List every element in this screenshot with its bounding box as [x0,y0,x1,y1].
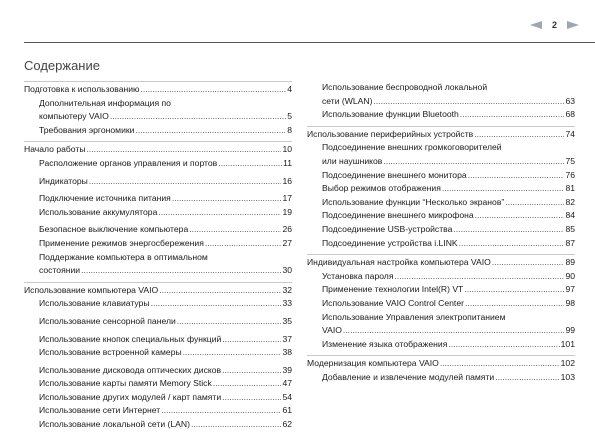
toc-entry[interactable] [24,157,292,171]
toc-entry-label-line1: Использование Управления электропитанием [322,311,506,322]
toc-entry-page: 101 [560,338,575,349]
toc-entry-page: 16 [282,175,292,186]
toc-entry-label: Применение технологии Intel(R) VT [322,284,464,295]
toc-entry-page: 85 [565,223,575,234]
toc-section [24,282,292,432]
toc-entry-page: 87 [565,237,575,248]
toc-entry[interactable] [307,209,575,223]
toc-entry-label: Начало работы [24,144,86,155]
toc-entry[interactable] [24,360,292,378]
toc-entry-page: 38 [282,347,292,358]
toc-entry[interactable] [307,223,575,237]
toc-entry-page: 26 [282,224,292,235]
toc-entry-label: Использование карты памяти Memory Stick [39,378,212,389]
toc-entry[interactable] [307,196,575,210]
toc-entry-label: сети (WLAN) [322,95,373,106]
toc-entry-label: Подсоединение устройства i.LINK [322,237,458,248]
toc-entry-page: 68 [565,109,575,120]
page-number: 2 [551,20,557,30]
toc-entry-label: Использование встроенной камеры [39,347,182,358]
toc-entry[interactable] [24,124,292,138]
toc-right-column [307,81,575,384]
toc-entry[interactable] [24,97,292,124]
toc-entry-label-line1: Использование беспроводной локальной [322,82,488,92]
toc-entry[interactable] [24,82,292,97]
page-navigation [530,20,579,30]
toc-entry-page: 32 [282,284,292,295]
toc-section [307,254,575,351]
toc-entry-page: 81 [565,183,575,194]
toc-entry[interactable] [307,141,575,168]
toc-entry-page: 61 [282,405,292,416]
toc-entry-label: Использование клавиатуры [39,298,150,309]
toc-entry-label: или наушников [322,155,383,166]
toc-entry[interactable] [24,206,292,220]
toc-section [307,355,575,384]
toc-entry[interactable] [307,182,575,196]
toc-entry[interactable] [307,283,575,297]
toc-entry[interactable] [307,169,575,183]
toc-entry-page: 103 [560,371,575,382]
toc-entry[interactable] [24,142,292,157]
toc-entry-page: 33 [282,298,292,309]
toc-entry-label: Использование локальной сети (LAN) [39,419,190,430]
toc-entry[interactable] [24,391,292,405]
toc-section [307,81,575,122]
toc-entry-label: Добавление и извлечение модулей памяти [322,371,495,382]
toc-entry-page: 11 [283,157,292,168]
toc-entry-label: Использование функции “Несколько экранов” [322,196,505,207]
toc-entry-page: 74 [565,128,575,139]
toc-entry[interactable] [24,311,292,329]
toc-entry-label: состоянии [39,265,81,276]
toc-entry[interactable] [24,237,292,251]
toc-entry-page: 98 [565,297,575,308]
toc-entry-page: 84 [565,210,575,221]
toc-left-column [24,81,292,432]
toc-entry-page: 76 [565,169,575,180]
toc-entry-label: Индикаторы [39,175,88,186]
toc-section [24,81,292,137]
toc-entry-label: VAIO [322,325,342,336]
toc-entry[interactable] [24,346,292,360]
toc-entry-label: Использование сенсорной панели [39,315,176,326]
toc-entry-label: Изменение языка отображения [322,338,448,349]
toc-entry[interactable] [307,356,575,371]
toc-entry[interactable] [24,188,292,206]
toc-entry-label: Использование дисковода оптических дисков [39,364,222,375]
toc-entry[interactable] [24,418,292,432]
toc-entry-label: Подсоединение внешнего монитора [322,169,467,180]
toc-entry-page: 102 [560,358,575,369]
toc-title: Содержание [24,58,100,73]
toc-entry-label: Подсоединение внешнего микрофона [322,210,474,221]
toc-entry-page: 4 [287,84,292,94]
toc-entry[interactable] [24,297,292,311]
toc-entry-page: 62 [282,419,292,430]
toc-entry-page: 10 [282,144,292,155]
toc-entry-page: 82 [565,196,575,207]
toc-entry-page: 37 [282,333,292,344]
toc-entry-label: Применение режимов энергосбережения [39,237,204,248]
toc-entry-page: 5 [287,111,292,122]
toc-entry-label-line1: Поддержание компьютера в оптимальном [39,251,208,262]
toc-entry-label: Выбор режимов отображения [322,183,441,194]
toc-entry-label: Использование других модулей / карт памяти [39,391,222,402]
toc-entry-page: 90 [565,270,575,281]
toc-entry[interactable] [307,127,575,142]
toc-entry[interactable] [24,251,292,278]
toc-entry[interactable] [307,81,575,108]
toc-entry-page: 97 [565,284,575,295]
toc-entry[interactable] [307,311,575,338]
toc-entry[interactable] [307,270,575,284]
toc-entry[interactable] [307,297,575,311]
toc-entry-page: 39 [282,364,292,375]
toc-entry[interactable] [307,108,575,122]
toc-entry-label: Безопасное выключение компьютера [39,224,189,235]
toc-entry-page: 35 [282,315,292,326]
toc-entry-page: 47 [282,378,292,389]
toc-entry-page: 17 [282,193,292,204]
toc-entry-label: Использование компьютера VAIO [24,284,159,295]
toc-entry-label: Подключение источника питания [39,193,171,204]
toc-entry[interactable] [307,255,575,270]
toc-entry-label: Использование VAIO Control Center [322,297,464,308]
toc-entry-label: Расположение органов управления и портов [39,157,218,168]
toc-entry[interactable] [24,329,292,347]
toc-entry-label-line1: Подсоединение внешних громкоговорителей [322,142,502,153]
toc-entry[interactable] [24,171,292,189]
toc-entry-page: 8 [287,124,292,135]
header-divider [24,42,595,43]
toc-entry-label: Требования эргономики [39,124,135,135]
toc-entry-page: 30 [282,265,292,276]
toc-entry-label: Подсоединение USB-устройства [322,223,453,234]
toc-entry-page: 99 [565,325,575,336]
toc-entry-label: Использование периферийных устройств [307,128,474,139]
toc-entry-label: компьютеру VAIO [39,111,109,122]
toc-entry-page: 27 [282,237,292,248]
toc-entry[interactable] [24,377,292,391]
page-header [0,0,595,56]
previous-page-arrow-icon[interactable] [530,21,542,29]
toc-entry[interactable] [24,219,292,237]
toc-entry[interactable] [24,404,292,418]
next-page-arrow-icon[interactable] [567,21,579,29]
toc-entry-page: 89 [565,257,575,268]
toc-entry-label: Подготовка к использованию [24,84,140,94]
toc-entry-page: 54 [282,391,292,402]
toc-entry-label: Модернизация компьютера VAIO [307,358,439,369]
toc-entry-label-line1: Дополнительная информация по [39,97,171,108]
toc-entry-label: Установка пароля [322,270,394,281]
toc-entry[interactable] [307,371,575,385]
toc-entry-label: Использование аккумулятора [39,206,158,217]
toc-entry-page: 63 [565,95,575,106]
toc-entry-label: Индивидуальная настройка компьютера VAIO [307,257,491,268]
toc-entry[interactable] [307,237,575,251]
toc-section [307,126,575,250]
toc-entry[interactable] [307,338,575,352]
toc-entry-page: 75 [565,155,575,166]
toc-entry[interactable] [24,283,292,298]
toc-entry-label: Использование сети Интернет [39,405,161,416]
toc-entry-page: 19 [282,206,292,217]
toc-section [24,141,292,277]
toc-entry-label: Использование функции Bluetooth [322,109,459,120]
toc-entry-label: Использование кнопок специальных функций [39,333,222,344]
